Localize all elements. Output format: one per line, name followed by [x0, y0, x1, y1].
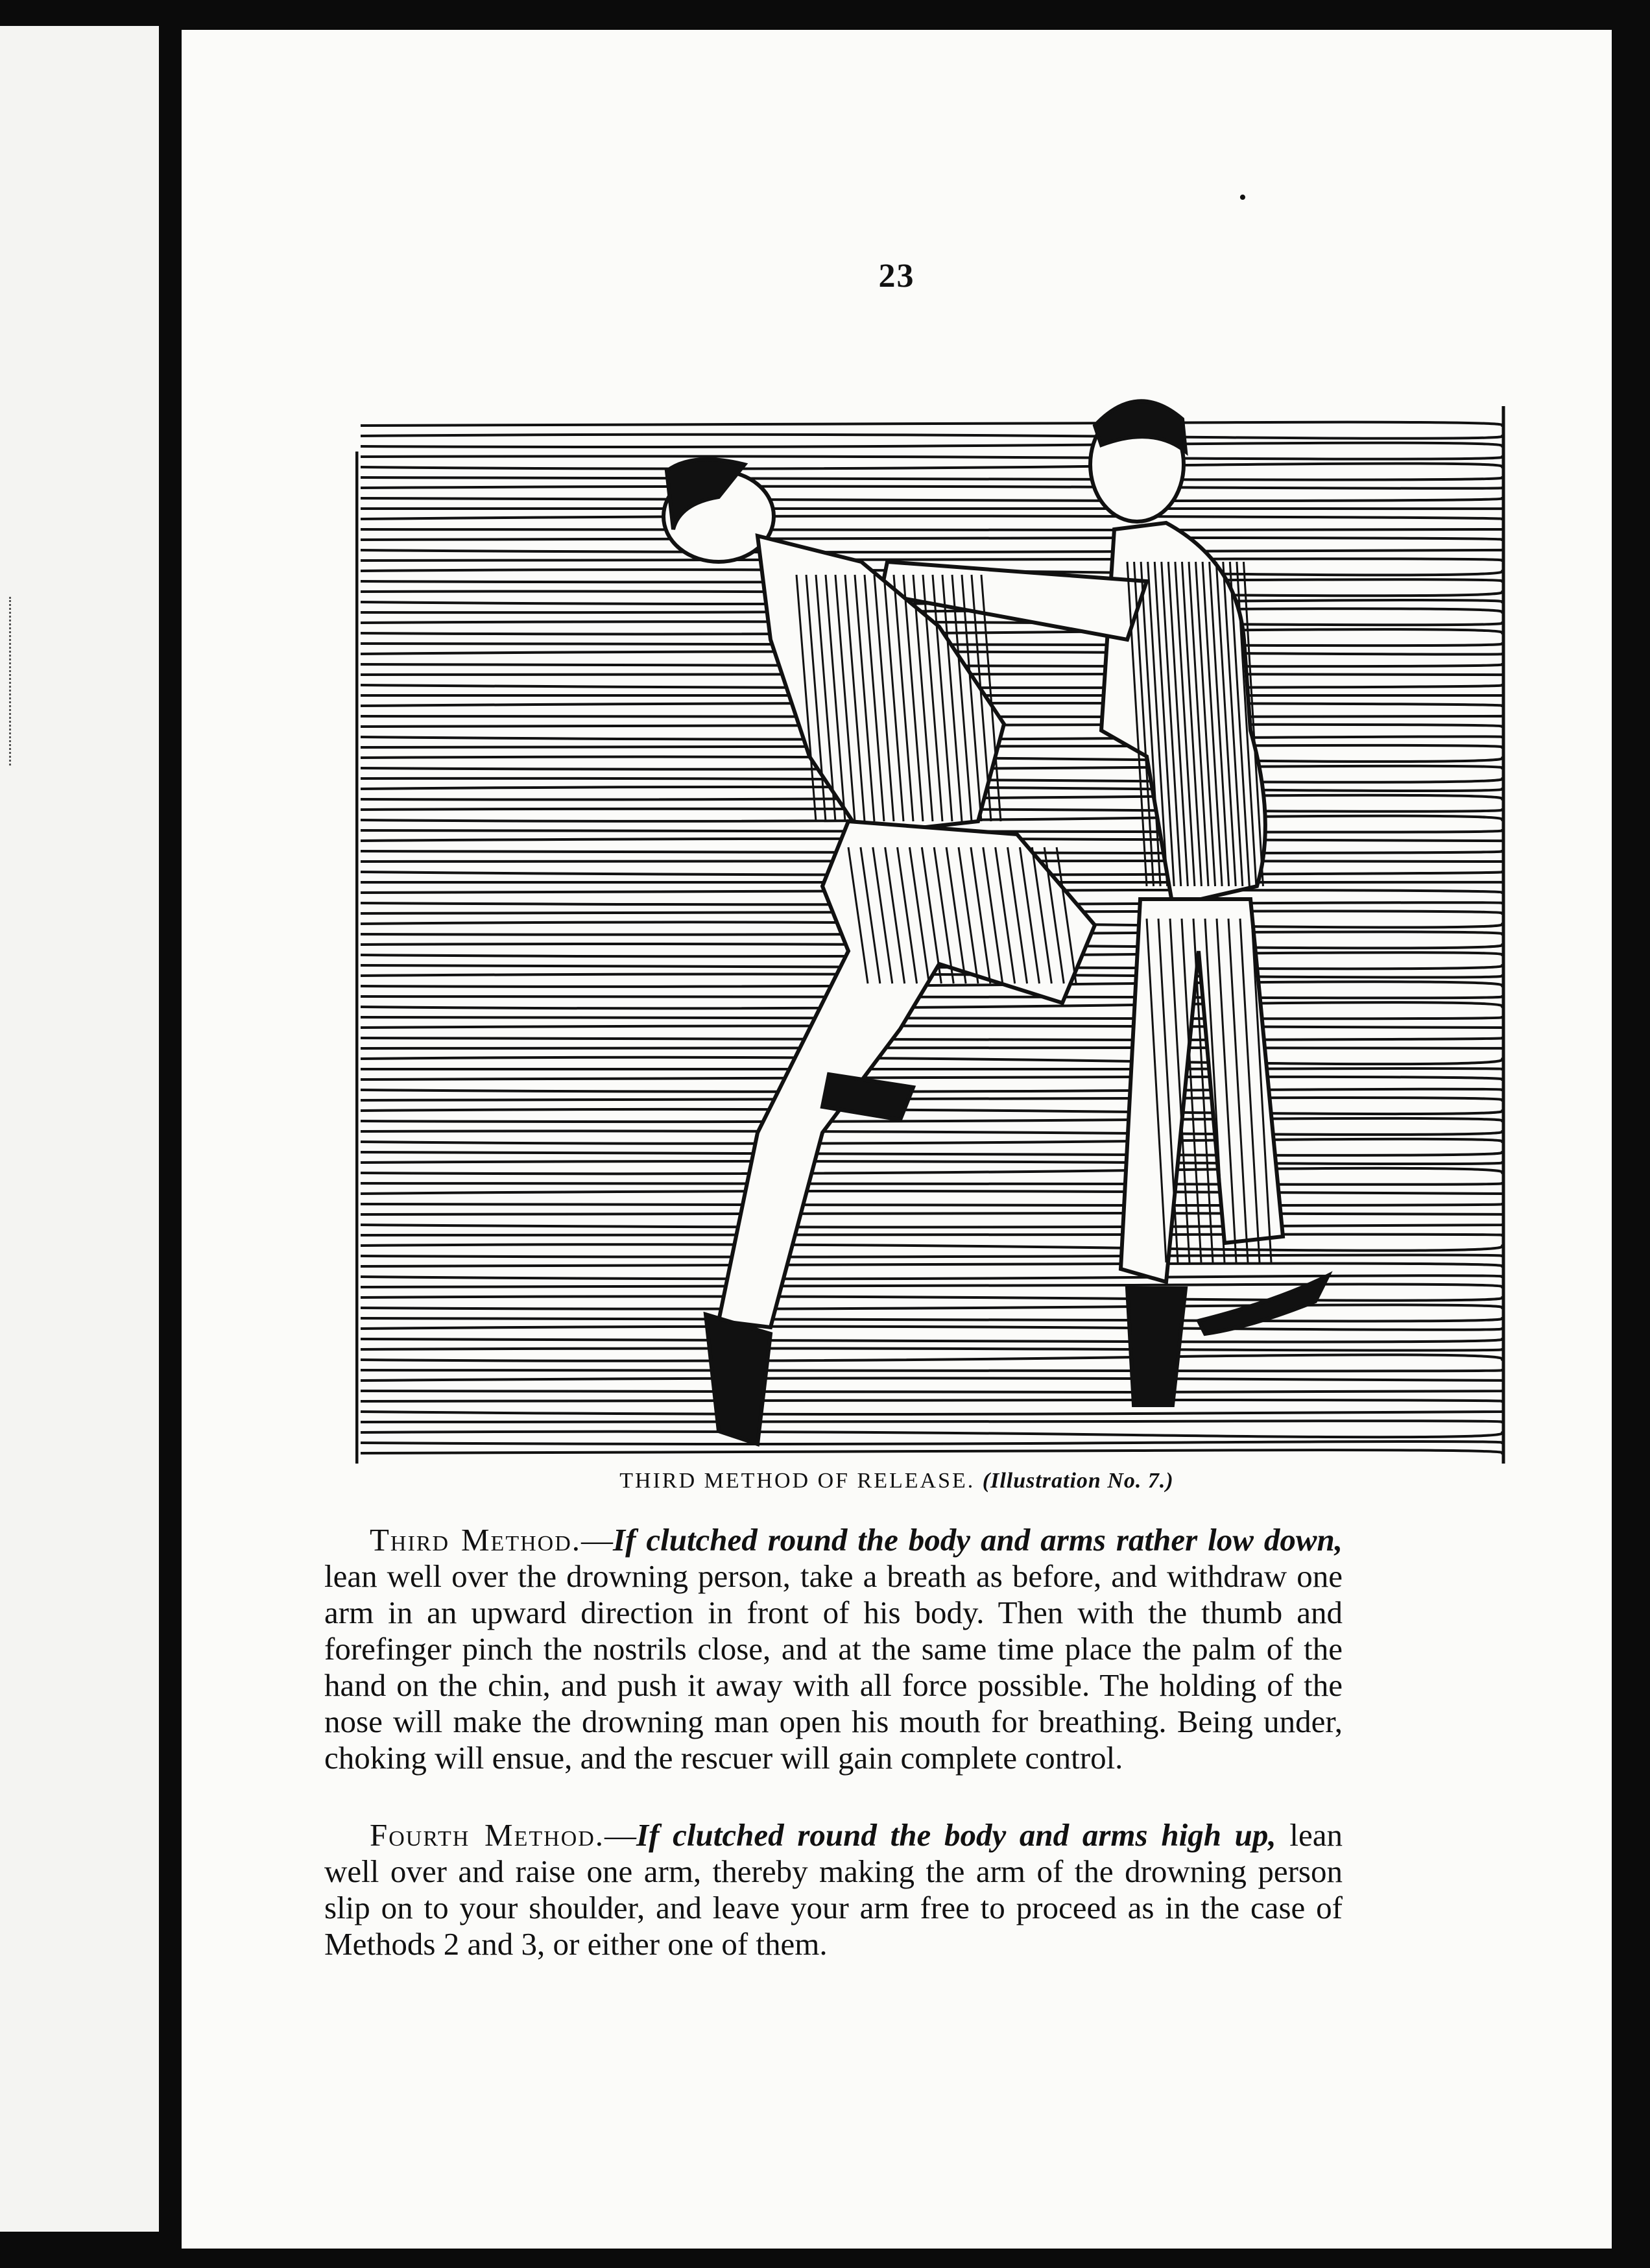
dash: — — [581, 1522, 613, 1558]
ink-speck: • — [1239, 186, 1247, 210]
figure-caption — [182, 1469, 1612, 1493]
binding-marks — [0, 597, 11, 766]
book-page — [182, 30, 1612, 2249]
paragraph-body: lean well over the drowning person, take a breath as before, and withdraw one arm in an upward direction in front of his body. Then with the thumb and forefinger pinch the nostrils close, and at the same time place the palm of the hand on the chin, and push it away with all force possible. The holding of the nose will make the drowning man open his mouth for breathing. Being under, choking will ensue, and the rescuer will gain complete control. — [324, 1558, 1343, 1776]
paragraph-fourth-method — [324, 1817, 1343, 1962]
paragraph-heading: Third Method. — [370, 1522, 581, 1558]
paragraph-italic: If clutched round the body and arms high up, — [636, 1817, 1276, 1853]
paragraph-heading: Fourth Method. — [370, 1817, 605, 1853]
paragraph-italic: If clutched round the body and arms rather low down, — [613, 1522, 1343, 1558]
facing-page-edge — [0, 26, 159, 2232]
dash: — — [604, 1817, 637, 1853]
caption-reference: (Illustration No. 7.) — [982, 1469, 1174, 1493]
caption-title: THIRD METHOD OF RELEASE. — [619, 1469, 975, 1493]
paragraph-third-method — [324, 1522, 1343, 1776]
paragraph-body: lean well over and raise one arm, thereby making the arm of the drowning person slip on to your shoulder, and leave your arm free to proceed as in the case of Methods 2 and 3, or either one of them. — [324, 1817, 1343, 1962]
illustration-engraving — [355, 367, 1510, 1470]
page-number: 23 — [878, 258, 915, 295]
